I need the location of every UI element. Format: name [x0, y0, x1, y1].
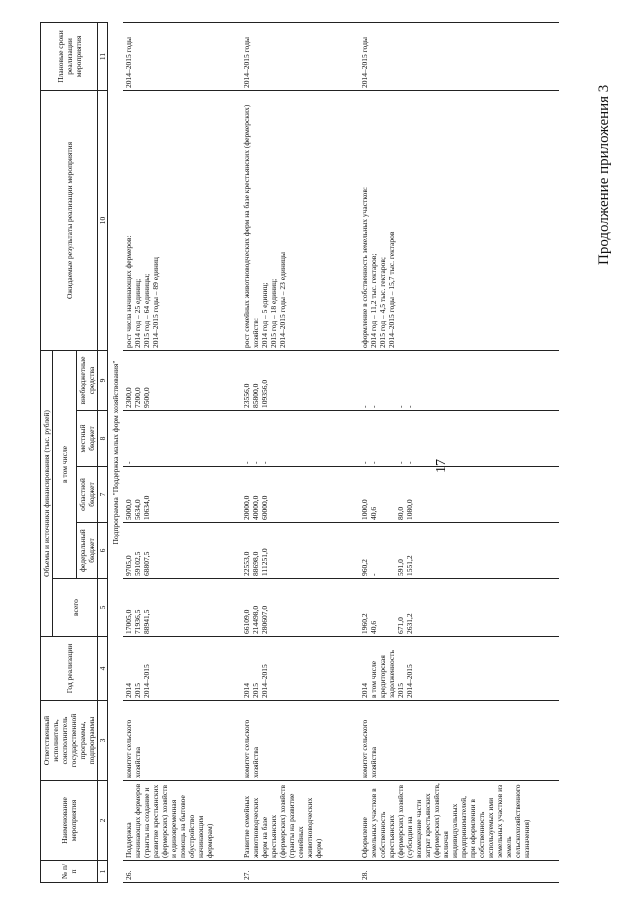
column-number: 6: [98, 523, 108, 579]
header-cell: № п/п: [41, 861, 98, 883]
years: 2014 2015 2014–2015: [123, 637, 241, 701]
header-cell: всего: [53, 579, 98, 637]
extra-budget: 2300,0 7200,0 9500,0: [123, 350, 241, 410]
regional-budget: 5000,0 5634,0 10634,0: [123, 467, 241, 523]
implementation-terms: 2014–2015 годы: [359, 22, 559, 90]
page-number: 17: [434, 459, 449, 473]
measure-name: Поддержка начинающих фермеров (гранты на создание и развитие крестьянских (фермерских) хозяйств и единовременная помощь на бытовое обустройство начинающим фермерам): [123, 781, 241, 861]
years: 2014 2015 2014–2015: [241, 637, 359, 701]
expected-results: рост числа начинающих фермеров: 2014 год – 25 единиц; 2015 год – 64 единицы; 2014–2015 годы – 89 единиц: [123, 90, 241, 350]
subprogram-title: Подпрограмма "Поддержка малых форм хозяйствования": [111, 360, 120, 545]
local-budget: - - - -: [359, 411, 559, 467]
column-number-row: [98, 22, 108, 882]
implementation-terms: 2014–2015 годы: [241, 22, 359, 90]
executor: комитет сельского хозяйства: [241, 701, 359, 781]
measure-name: Развитие семейных животноводческих ферм на базе крестьянских (фермерских) хозяйств (гранты на развитие семейных животноводческих ферм): [241, 781, 359, 861]
measures-table: [40, 22, 559, 883]
row-number: 27.: [241, 861, 359, 883]
column-number: 8: [98, 411, 108, 467]
regional-budget: 20000,0 40000,0 60000,0: [241, 467, 359, 523]
column-number: 11: [98, 22, 108, 90]
header-cell: Ожидаемые результаты реализации мероприятия: [41, 90, 98, 350]
header-cell: Наименование мероприятия: [41, 781, 98, 861]
local-budget: -: [123, 411, 241, 467]
implementation-terms: 2014–2015 годы: [123, 22, 241, 90]
measure-name: Оформление земельных участков в собственность крестьянских (фермерских) хозяйств (субсидии на возмещение части затрат крестьянских (фермерских) хозяйств, включая индивидуальных предпринимателей, при оформлении в собственность используемых ими земельных участков из земель сельскохозяйственного назначения): [359, 781, 559, 861]
row-number: 26.: [123, 861, 241, 883]
column-number: 1: [98, 861, 108, 883]
column-number: 2: [98, 781, 108, 861]
column-number: 10: [98, 90, 108, 350]
header-cell: Объемы и источники финансирования (тыс. рублей): [41, 350, 53, 636]
total: 66109,0 214498,0 280607,0: [241, 579, 359, 637]
extra-budget: - - - -: [359, 350, 559, 410]
header-cell: местный бюджет: [77, 411, 98, 467]
expected-results: рост семейных животноводческих ферм на базе крестьянских (фермерских) хозяйств: 2014 год – 5 единиц; 2015 год – 18 единиц; 2014–2015 годы – 23 единицы: [241, 90, 359, 350]
total: 1960,2 40,6 671,0 2631,2: [359, 579, 559, 637]
local-budget: - - -: [241, 411, 359, 467]
column-number: 3: [98, 701, 108, 781]
column-number: 9: [98, 350, 108, 410]
federal-budget: 22553,0 88698,0 111251,0: [241, 523, 359, 579]
row-number: 28.: [359, 861, 559, 883]
executor: комитет сельского хозяйства: [123, 701, 241, 781]
appendix-title: Продолжение приложения 3: [596, 84, 612, 265]
table-row: [359, 22, 559, 882]
header-cell: внебюджетные средства: [77, 350, 98, 410]
executor: комитет сельского хозяйства: [359, 701, 559, 781]
regional-budget: 1000,0 40,6 80,0 1080,0: [359, 467, 559, 523]
column-number: 4: [98, 637, 108, 701]
header-cell: Ответственный исполнитель, соисполнитель государственной программы, подпрограммы: [41, 701, 98, 781]
header-cell: в том числе: [53, 350, 77, 578]
federal-budget: 9705,0 59102,5 68807,5: [123, 523, 241, 579]
header-cell: областной бюджет: [77, 467, 98, 523]
expected-results: оформление в собственность земельных участков: 2014 год – 11,2 тыс. гектаров; 2015 год – 4,5 тыс. гектаров; 2014–2015 годы – 15,7 тыс. гектаров: [359, 90, 559, 350]
column-number: 5: [98, 579, 108, 637]
header-cell: Год реализации: [41, 637, 98, 701]
total: 17005,0 71936,5 88941,5: [123, 579, 241, 637]
extra-budget: 23556,0 85800,0 109356,0: [241, 350, 359, 410]
column-number: 7: [98, 467, 108, 523]
years: 2014 в том числе кредиторская задолженность 2015 2014–2015: [359, 637, 559, 701]
subprogram-row: [108, 22, 124, 882]
header-cell: Плановые сроки реализации мероприятия: [41, 22, 98, 90]
header-row-1: [41, 22, 53, 882]
federal-budget: 960,2 - 591,0 1551,2: [359, 523, 559, 579]
table-row: [241, 22, 359, 882]
header-cell: федеральный бюджет: [77, 523, 98, 579]
table-row: [123, 22, 241, 882]
